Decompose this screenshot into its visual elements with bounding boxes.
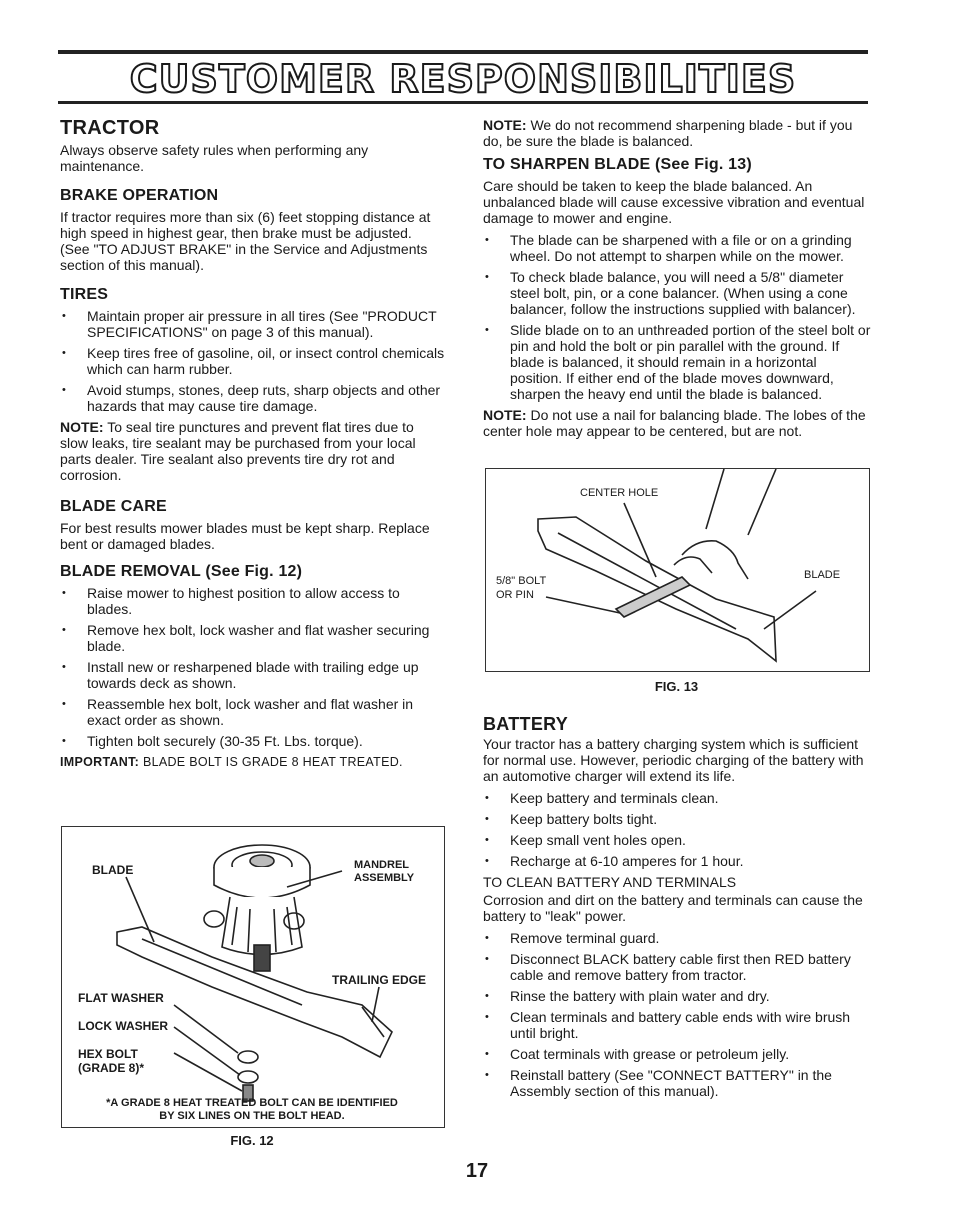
list-item: • To check blade balance, you will need a 5/8" diameter steel bolt, pin, or a cone balancer. (When using a cone balancer, follow the instructions supplied with balancer). [483,269,871,317]
list-item: • The blade can be sharpened with a file or on a grinding wheel. Do not attempt to sharpen while on the mower. [483,232,871,264]
list-item: • Keep battery and terminals clean. [483,790,871,806]
battery-text: Your tractor has a battery charging system which is sufficient for normal use. However, periodic charging of the battery with an automotive charger will extend its life. [483,736,864,784]
battery-section [483,712,871,1104]
label-flat-washer: FLAT WASHER [78,991,164,1005]
list-item: • Raise mower to highest position to allow access to blades. [60,585,445,617]
tires-list [60,308,445,414]
label-blade: BLADE [92,863,134,877]
top-rule [58,50,868,54]
blade-removal-list [60,585,445,749]
tires-heading: TIRES [60,286,109,303]
clean-list [483,930,871,1099]
label-bolt: 5/8" BOLT [496,575,547,587]
page-title: CUSTOMER RESPONSIBILITIES [129,57,797,101]
sharpen-heading: TO SHARPEN BLADE (See Fig. 13) [483,156,752,173]
sharpen-text: Care should be taken to keep the blade balanced. An unbalanced blade will cause excessive vibration and eventual damage to mower and engine. [483,178,865,226]
figure-13 [485,468,870,672]
clean-heading: TO CLEAN BATTERY AND TERMINALS [483,874,737,890]
list-item: • Clean terminals and battery cable ends with wire brush until bright. [483,1009,871,1041]
list-item: • Tighten bolt securely (30-35 Ft. Lbs. torque). [60,733,445,749]
list-item: • Reassemble hex bolt, lock washer and flat washer in exact order as shown. [60,696,445,728]
blade-removal-heading: BLADE REMOVAL (See Fig. 12) [60,563,303,580]
label-or-pin: OR PIN [496,589,534,601]
tires-note [60,419,445,483]
balance-note [483,407,871,439]
list-item: • Keep tires free of gasoline, oil, or insect control chemicals which can harm rubber. [60,345,445,377]
label-mandrel-assembly: MANDREL ASSEMBLY [354,859,415,884]
left-column [60,116,445,776]
label-blade: BLADE [804,569,841,581]
brake-heading: BRAKE OPERATION [60,187,219,204]
label-hex-bolt: HEX BOLT [78,1047,138,1061]
note-text: To seal tire punctures and prevent flat tires due to slow leaks, tire sealant may be purchased from your local parts dealer. Tire sealant also prevents tire dry rot and corrosion. [60,419,416,483]
important-label: IMPORTANT: [60,755,140,769]
list-item: • Reinstall battery (See "CONNECT BATTERY" in the Assembly section of this manual). [483,1067,871,1099]
fig12-footnote: *A GRADE 8 HEAT TREATED BOLT CAN BE IDENTIFIED BY SIX LINES ON THE BOLT HEAD. [106,1097,398,1122]
list-item: • Slide blade on to an unthreaded portion of the steel bolt or pin and hold the bolt or pin parallel with the ground. If blade is balanced, it should remain in a horizontal position. If either end of the blade moves downward, sharpen the heavy end until the blade is balanced. [483,322,871,402]
list-item: • Keep battery bolts tight. [483,811,871,827]
fig12-caption: FIG. 12 [230,1133,274,1148]
list-item: • Recharge at 6-10 amperes for 1 hour. [483,853,871,869]
list-item: • Avoid stumps, stones, deep ruts, sharp objects and other hazards that may cause tire damage. [60,382,445,414]
blade-care-text: For best results mower blades must be kept sharp. Replace bent or damaged blades. [60,520,430,552]
label-center-hole: CENTER HOLE [580,487,659,499]
title-bottom-rule [58,101,868,104]
figure-12 [61,826,445,1128]
list-item: • Rinse the battery with plain water and dry. [483,988,871,1004]
note-label: NOTE: [483,407,527,423]
right-column [483,117,871,445]
battery-heading: BATTERY [483,714,569,734]
note-label: NOTE: [60,419,104,435]
label-grade: (GRADE 8)* [78,1061,145,1075]
list-item: • Remove hex bolt, lock washer and flat washer securing blade. [60,622,445,654]
note-text: We do not recommend sharpening blade - but if you do, be sure the blade is balanced. [483,117,853,149]
note-text: Do not use a nail for balancing blade. The lobes of the center hole may appear to be centered, but are not. [483,407,866,439]
list-item: • Remove terminal guard. [483,930,871,946]
important-note [60,754,445,770]
list-item: • Maintain proper air pressure in all tires (See "PRODUCT SPECIFICATIONS" on page 3 of this manual). [60,308,445,340]
list-item: • Keep small vent holes open. [483,832,871,848]
sharpen-note [483,117,871,149]
clean-text: Corrosion and dirt on the battery and terminals can cause the battery to "leak" power. [483,892,863,924]
label-trailing-edge: TRAILING EDGE [332,973,427,987]
important-text: BLADE BOLT IS GRADE 8 HEAT TREATED. [142,755,403,769]
label-lock-washer: LOCK WASHER [78,1019,168,1033]
list-item: • Disconnect BLACK battery cable first then RED battery cable and remove battery from tractor. [483,951,871,983]
list-item: • Coat terminals with grease or petroleum jelly. [483,1046,871,1062]
brake-text: If tractor requires more than six (6) feet stopping distance at high speed in highest gear, then brake must be adjusted. (See "TO ADJUST BRAKE" in the Service and Adjustments section of this manual). [60,209,431,273]
list-item: • Install new or resharpened blade with trailing edge up towards deck as shown. [60,659,445,691]
tractor-heading: TRACTOR [60,117,160,139]
note-label: NOTE: [483,117,527,133]
blade-care-heading: BLADE CARE [60,498,167,515]
battery-list [483,790,871,869]
tractor-text: Always observe safety rules when performing any maintenance. [60,142,369,174]
page-number: 17 [465,1160,489,1182]
fig13-caption: FIG. 13 [654,679,699,694]
sharpen-list [483,232,871,402]
